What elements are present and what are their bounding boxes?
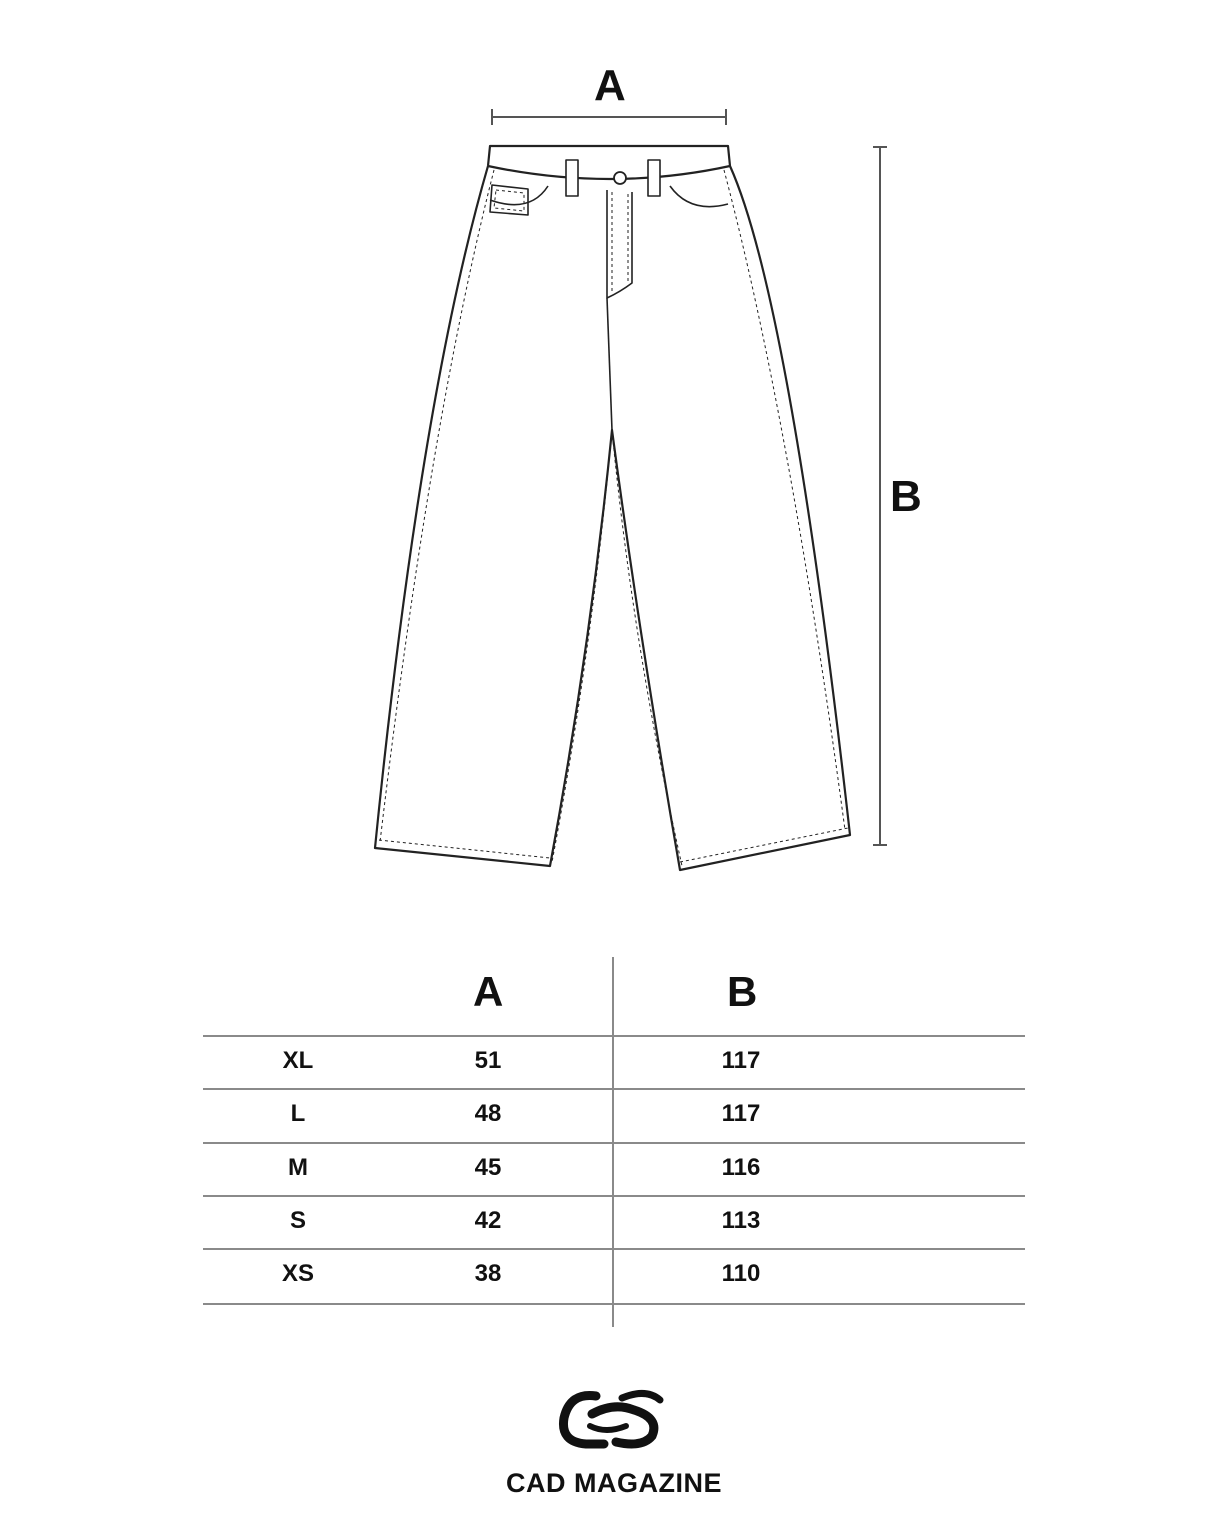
dimension-b-label: B xyxy=(890,472,922,521)
table-row xyxy=(203,1035,1025,1090)
table-row xyxy=(203,1195,1025,1250)
b-cell: 110 xyxy=(721,1260,761,1287)
a-cell: 38 xyxy=(474,1260,502,1287)
b-cell: 113 xyxy=(721,1207,761,1234)
a-cell: 45 xyxy=(474,1154,502,1181)
table-row xyxy=(203,1142,1025,1197)
column-header-a: A xyxy=(473,968,504,1015)
a-cell: 51 xyxy=(474,1047,502,1074)
table-row xyxy=(203,1248,1025,1305)
pants-outline xyxy=(375,146,850,870)
b-cell: 117 xyxy=(721,1047,761,1074)
size-cell: M xyxy=(288,1154,308,1181)
a-cell: 48 xyxy=(474,1100,502,1127)
table-row xyxy=(203,1088,1025,1143)
dimension-a-label: A xyxy=(594,61,626,110)
size-cell: S xyxy=(289,1207,306,1234)
b-cell: 117 xyxy=(721,1100,761,1127)
brand-name: CAD MAGAZINE xyxy=(506,1468,722,1498)
cad-logo-icon xyxy=(556,1384,672,1454)
column-header-b: B xyxy=(727,968,758,1015)
size-cell: XS xyxy=(281,1260,314,1287)
brand-footer xyxy=(0,1380,1228,1510)
size-cell: L xyxy=(290,1100,306,1127)
size-table xyxy=(203,955,1025,1327)
dimension-b-line xyxy=(873,147,887,845)
b-cell: 116 xyxy=(721,1154,761,1181)
size-cell: XL xyxy=(282,1047,314,1074)
a-cell: 42 xyxy=(474,1207,502,1234)
dimension-a-line xyxy=(492,109,726,125)
